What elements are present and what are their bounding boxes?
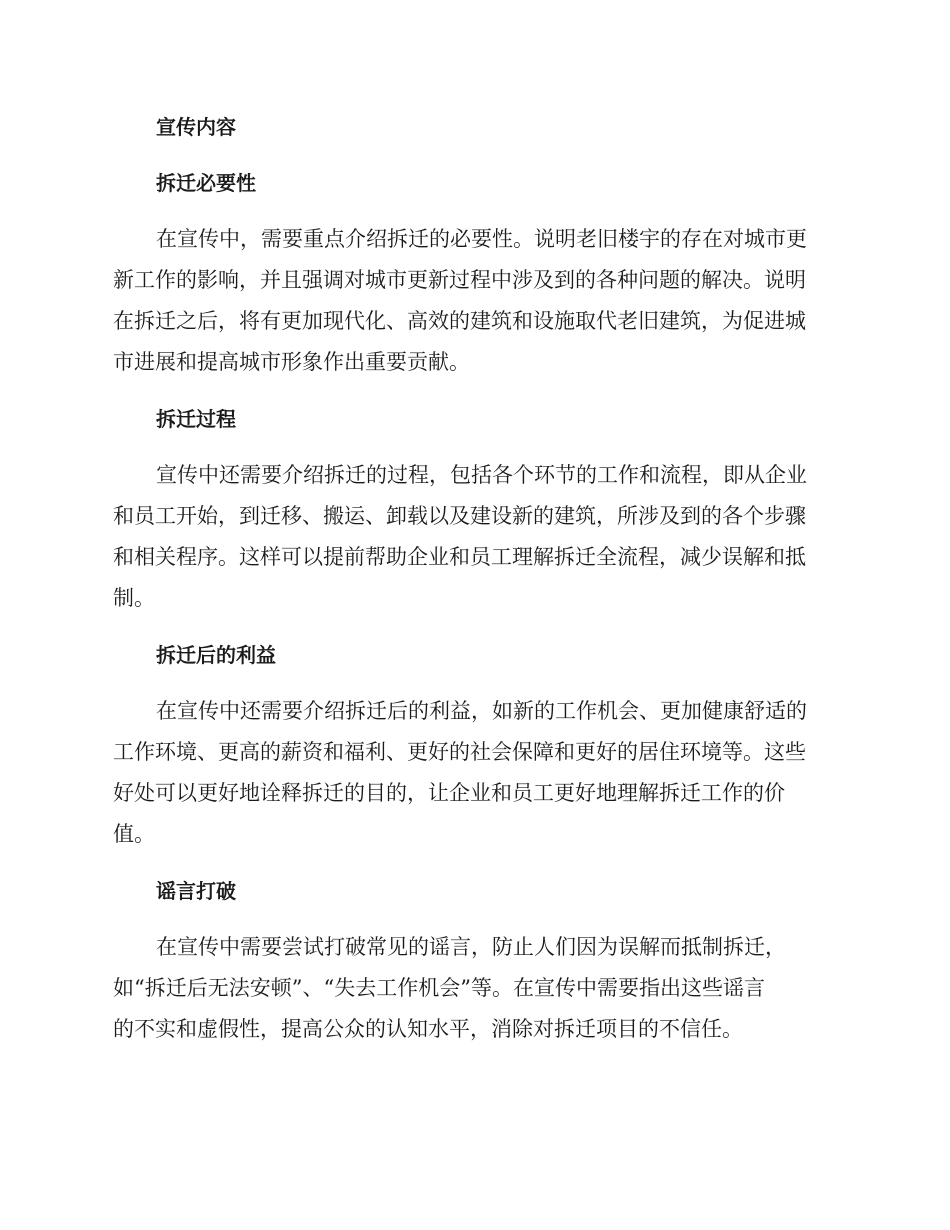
paragraph-line: 如“拆迁后无法安顿”、“失去工作机会”等。在宣传中需要指出这些谣言 [113, 976, 765, 1000]
paragraph-line: 在宣传中需要尝试打破常见的谣言，防止人们因为误解而抵制拆迁， [156, 935, 786, 959]
paragraph-line: 在宣传中还需要介绍拆迁后的利益，如新的工作机会、更加健康舒适的 [156, 699, 807, 723]
paragraph-line: 和员工开始，到迁移、搬运、卸载以及建设新的建筑，所涉及到的各个步骤 [113, 504, 806, 528]
document-title: 宣传内容 [156, 115, 236, 139]
paragraph-line: 新工作的影响，并且强调对城市更新过程中涉及到的各种问题的解决。说明 [113, 268, 806, 292]
paragraph-line: 和相关程序。这样可以提前帮助企业和员工理解拆迁全流程，减少误解和抵 [113, 545, 806, 569]
paragraph-line: 的不实和虚假性，提高公众的认知水平，消除对拆迁项目的不信任。 [113, 1017, 743, 1041]
paragraph-line: 宣传中还需要介绍拆迁的过程，包括各个环节的工作和流程，即从企业 [156, 463, 807, 487]
paragraph-line: 在拆迁之后，将有更加现代化、高效的建筑和设施取代老旧建筑，为促进城 [113, 309, 806, 333]
section-heading-rumors: 谣言打破 [156, 879, 236, 903]
section-heading-benefits: 拆迁后的利益 [156, 643, 276, 667]
section-heading-process: 拆迁过程 [156, 407, 236, 431]
paragraph-line: 值。 [113, 822, 155, 846]
section-heading-necessity: 拆迁必要性 [156, 171, 256, 195]
paragraph-line: 在宣传中，需要重点介绍拆迁的必要性。说明老旧楼宇的存在对城市更 [156, 227, 807, 251]
paragraph-line: 制。 [113, 586, 155, 610]
paragraph-line: 市进展和提高城市形象作出重要贡献。 [113, 350, 470, 374]
paragraph-line: 好处可以更好地诠释拆迁的目的，让企业和员工更好地理解拆迁工作的价 [113, 781, 785, 805]
paragraph-line: 工作环境、更高的薪资和福利、更好的社会保障和更好的居住环境等。这些 [113, 740, 806, 764]
